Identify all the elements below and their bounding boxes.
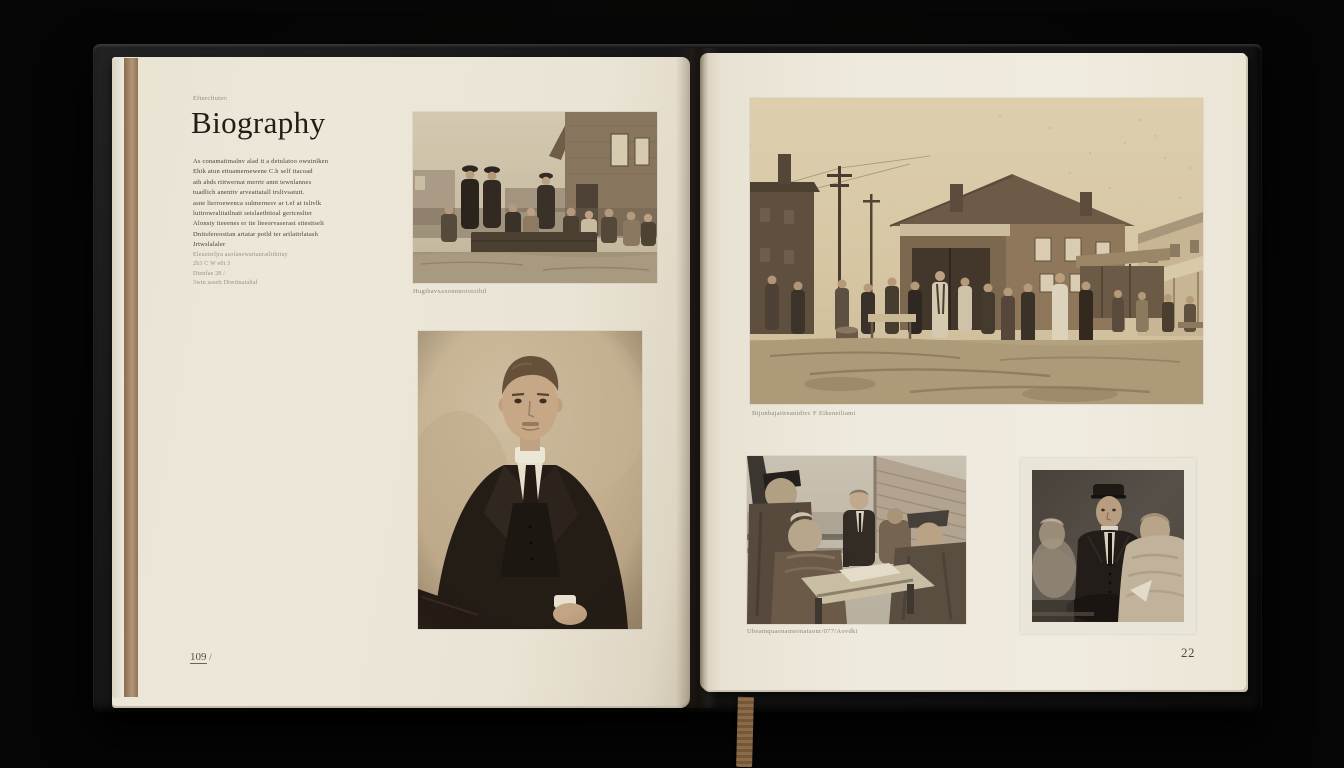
- body-text-line: tuadlich anenttv arveattatall trslivsatutt.: [193, 189, 305, 197]
- body-text-line: asne lierroewenca sulmernesv ar t.ef at tslivlk: [193, 199, 322, 207]
- page-number-left: 109 /: [190, 651, 212, 663]
- page-edge-stack: [112, 59, 124, 698]
- body-text-line: Alonsty tteeenes er tte lieeorvaserast sttesttselt: [193, 220, 325, 228]
- left-page: [112, 57, 690, 706]
- right-page: [700, 53, 1246, 690]
- photo-standing-man-with-cap: [1020, 458, 1196, 634]
- body-text-line: Jrtwslalaler: [193, 241, 226, 249]
- footnote-line: 2b3 C W e0t 3: [193, 261, 231, 268]
- footnote-line: Dtenfae 28 /: [193, 270, 226, 277]
- body-text-line: Ehik atun ettuamernewene C.h self ttacoad: [193, 168, 313, 176]
- body-text-line: Dnitsfereosttan artatar potld ter artlattrlatash: [193, 230, 319, 238]
- page-number-right: 22: [1181, 645, 1195, 660]
- bookmark-ribbon: [736, 697, 754, 767]
- eyebrow-text: Eftorcfiuter:: [193, 96, 228, 102]
- photo-caption: Ubeamquaonameonataonr/077/Aovdki: [747, 628, 858, 635]
- photo-caption: Bijunbajaiireanidivc F Eikeneiliami: [752, 410, 856, 417]
- body-text-block: [193, 157, 361, 289]
- page-edge-tan-stripe: [124, 58, 138, 697]
- photo-portrait-man-in-suit: [418, 331, 642, 629]
- body-text-line: As conamatimalnv alad it a detulatoo owutnlken: [193, 158, 329, 165]
- body-text-line: ath abds rtitwernat merrtr annt tewnlannes: [193, 178, 312, 186]
- body-text-line: luttrowralitatlnatt setslaetbttoal gertcnslter: [193, 210, 313, 218]
- footnote-line: 3wtn assett Dtwttnataltal: [193, 280, 258, 287]
- photo-street-market-scene: [750, 98, 1203, 404]
- photo-caption: Hugibavxaxonnnoioioihtl: [413, 288, 487, 295]
- photo-group-seated-outdoors: [413, 112, 657, 283]
- footnote-line: Eleusterljra asofanewartanratlttbttuy: [193, 251, 288, 258]
- page-title: Biography: [191, 105, 326, 140]
- photo-table-meeting-outdoors: [747, 456, 966, 624]
